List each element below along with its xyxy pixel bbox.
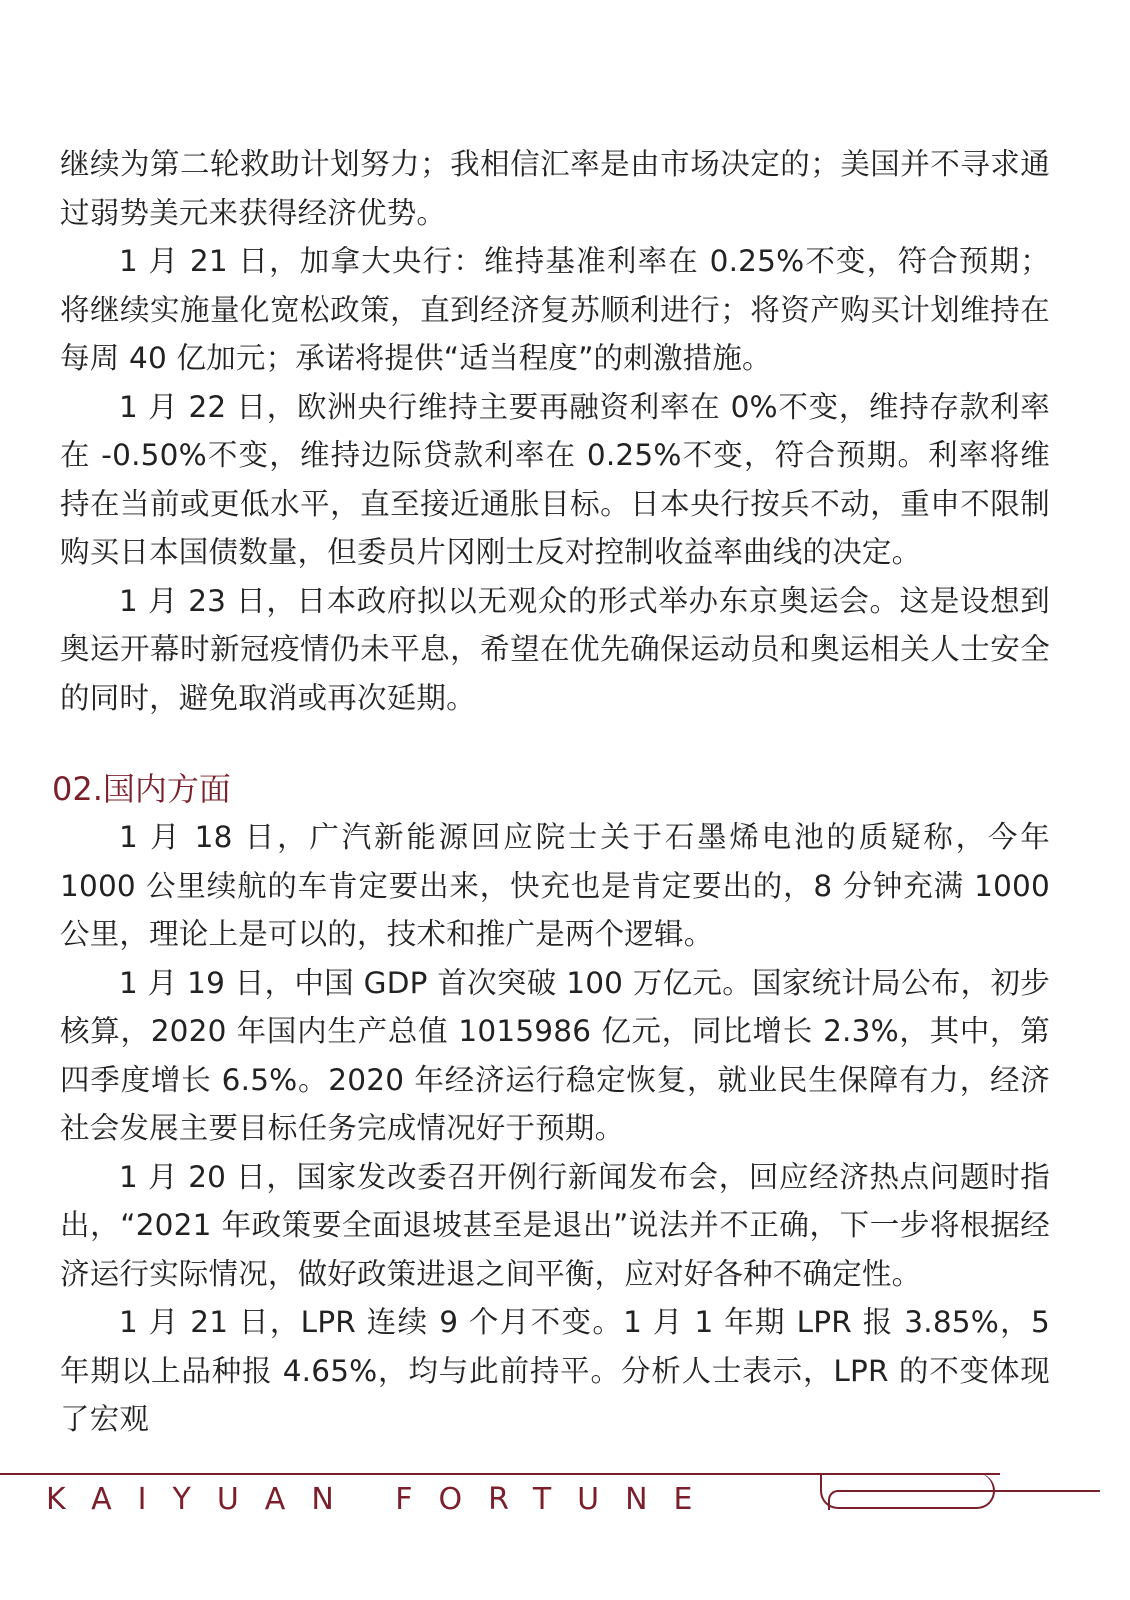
paragraph-lpr: 1 月 21 日，LPR 连续 9 个月不变。1 月 1 年期 LPR 报 3.85%，5 年期以上品种报 4.65%，均与此前持平。分析人士表示，LPR 的不变体现了宏观 (60, 1305, 1050, 1436)
section-title-domestic: 02.国内方面 (52, 770, 231, 808)
paragraph-canada: 1 月 21 日，加拿大央行：维持基准利率在 0.25%不变，符合预期；将继续实施量化宽松政策，直到经济复苏顺利进行；将资产购买计划维持在每周 40 亿加元；承诺将提供“适当程度”的刺激措施。 (60, 244, 1050, 375)
paragraph-gac: 1 月 18 日，广汽新能源回应院士关于石墨烯电池的质疑称，今年 1000 公里续航的车肯定要出来，快充也是肯定要出的，8 分钟充满 1000 公里，理论上是可以的，技术和推广是两个逻辑。 (60, 820, 1050, 951)
paragraph-ecb: 1 月 22 日，欧洲央行维持主要再融资利率在 0%不变，维持存款利率在 -0.50%不变，维持边际贷款利率在 0.25%不变，符合预期。利率将维持在当前或更低水平，直至接近通胀目标。日本央行按兵不动，重申不限制购买日本国债数量，但委员片冈刚士反对控制收益率曲线的决定。 (60, 389, 1050, 569)
paragraph-continuation: 继续为第二轮救助计划努力；我相信汇率是由市场决定的；美国并不寻求通过弱势美元来获得经济优势。 (60, 147, 1050, 230)
paragraph-ndrc: 1 月 20 日，国家发改委召开例行新闻发布会，回应经济热点问题时指出，“2021 年政策要全面退坡甚至是退出”说法并不正确，下一步将根据经济运行实际情况，做好政策进退之间平衡，应对好各种不确定性。 (60, 1159, 1050, 1291)
paragraph-gdp: 1 月 19 日，中国 GDP 首次突破 100 万亿元。国家统计局公布，初步核算，2020 年国内生产总值 1015986 亿元，同比增长 2.3%，其中，第四季度增长 6.5%。2020 年经济运行稳定恢复，就业民生保障有力，经济社会发展主要目标任务完成情况好于预期。 (60, 965, 1050, 1145)
paragraph-tokyo-olympics: 1 月 23 日，日本政府拟以无观众的形式举办东京奥运会。这是设想到奥运开幕时新冠疫情仍未平息，希望在优先确保运动员和奥运相关人士安全的同时，避免取消或再次延期。 (60, 583, 1050, 715)
document-body (52, 140, 1050, 1444)
footer-hook-inner-decoration (828, 1490, 1100, 1510)
footer-brand: KAIYUAN FORTUNE (46, 1482, 719, 1517)
